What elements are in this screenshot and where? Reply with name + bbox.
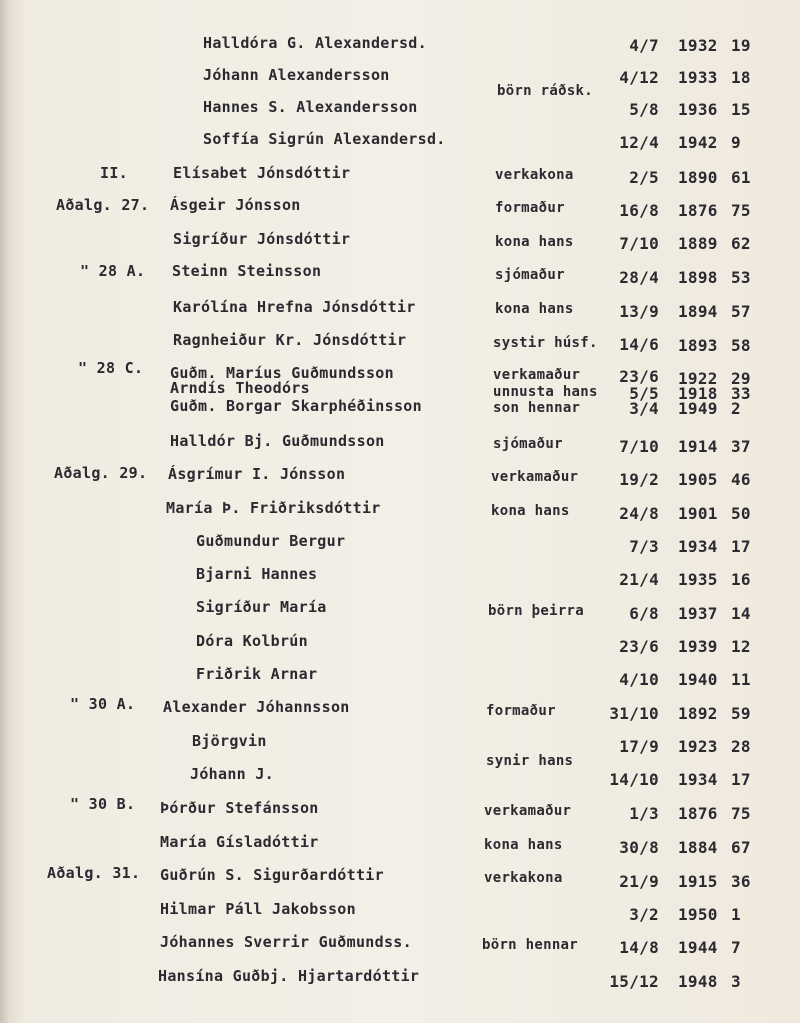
occupation: kona hans xyxy=(484,837,563,853)
age: 62 xyxy=(731,234,751,253)
age: 53 xyxy=(731,268,751,287)
resident-name: Guðm. Borgar Skarphéðinsson xyxy=(170,397,422,415)
birth-year: 1939 xyxy=(678,637,718,656)
occupation: formaður xyxy=(495,200,565,216)
age: 18 xyxy=(731,68,751,87)
birth-year: 1890 xyxy=(678,168,718,187)
birth-date: 13/9 xyxy=(619,302,659,321)
birth-date: 2/5 xyxy=(629,168,659,187)
birth-year: 1950 xyxy=(678,905,718,924)
birth-year: 1934 xyxy=(678,770,718,789)
resident-name: Dóra Kolbrún xyxy=(196,632,308,650)
birth-date: 14/10 xyxy=(609,770,659,789)
age: 1 xyxy=(731,905,741,924)
occupation: verkakona xyxy=(484,870,563,886)
address: " 30 B. xyxy=(70,795,136,813)
birth-date: 7/3 xyxy=(629,537,659,556)
age: 59 xyxy=(731,704,751,723)
group-label: synir hans xyxy=(486,753,574,769)
age: 75 xyxy=(731,201,751,220)
resident-name: Guðm. Maríus Guðmundsson xyxy=(170,364,394,382)
resident-name: Jóhann Alexandersson xyxy=(203,66,390,84)
age: 61 xyxy=(731,168,751,187)
birth-date: 21/4 xyxy=(619,570,659,589)
age: 58 xyxy=(731,336,751,355)
address: Aðalg. 29. xyxy=(54,464,148,482)
address: " 28 C. xyxy=(78,359,144,377)
birth-year: 1934 xyxy=(678,537,718,556)
address: II. xyxy=(100,164,128,182)
birth-date: 30/8 xyxy=(619,838,659,857)
birth-date: 17/9 xyxy=(619,737,659,756)
birth-date: 5/8 xyxy=(629,100,659,119)
birth-year: 1892 xyxy=(678,704,718,723)
age: 33 xyxy=(731,384,751,403)
birth-date: 21/9 xyxy=(619,872,659,891)
resident-name: Alexander Jóhannsson xyxy=(163,698,350,716)
birth-date: 4/12 xyxy=(619,68,659,87)
resident-name: Karólína Hrefna Jónsdóttir xyxy=(173,298,416,316)
age: 28 xyxy=(731,737,751,756)
age: 16 xyxy=(731,570,751,589)
occupation: verkamaður xyxy=(484,803,572,819)
birth-date: 4/7 xyxy=(629,36,659,55)
birth-year: 1889 xyxy=(678,234,718,253)
birth-date: 5/5 xyxy=(629,384,659,403)
birth-date: 14/8 xyxy=(619,938,659,957)
birth-date: 15/12 xyxy=(609,972,659,991)
birth-date: 23/6 xyxy=(619,367,659,386)
age: 12 xyxy=(731,637,751,656)
age: 7 xyxy=(731,938,741,957)
age: 36 xyxy=(731,872,751,891)
birth-year: 1901 xyxy=(678,504,718,523)
resident-name: Guðrún S. Sigurðardóttir xyxy=(160,866,384,884)
resident-name: Halldóra G. Alexandersd. xyxy=(203,34,427,52)
occupation: systir húsf. xyxy=(493,335,598,351)
birth-year: 1884 xyxy=(678,838,718,857)
resident-name: Friðrik Arnar xyxy=(196,665,318,683)
birth-year: 1935 xyxy=(678,570,718,589)
group-label: börn þeirra xyxy=(488,603,585,619)
resident-name: Hansína Guðbj. Hjartardóttir xyxy=(158,967,420,985)
resident-name: Bjarni Hannes xyxy=(196,565,318,583)
occupation: verkamaður xyxy=(493,367,581,383)
resident-name: Hannes S. Alexandersson xyxy=(203,98,418,116)
birth-date: 31/10 xyxy=(609,704,659,723)
birth-date: 12/4 xyxy=(619,133,659,152)
birth-year: 1923 xyxy=(678,737,718,756)
birth-date: 24/8 xyxy=(619,504,659,523)
birth-year: 1948 xyxy=(678,972,718,991)
age: 50 xyxy=(731,504,751,523)
age: 17 xyxy=(731,770,751,789)
address: Aðalg. 27. xyxy=(56,196,150,214)
birth-year: 1894 xyxy=(678,302,718,321)
resident-name: Þórður Stefánsson xyxy=(160,799,319,817)
occupation: kona hans xyxy=(491,503,570,519)
resident-name: Steinn Steinsson xyxy=(172,262,322,280)
birth-date: 7/10 xyxy=(619,437,659,456)
birth-year: 1922 xyxy=(678,369,718,388)
address: " 28 A. xyxy=(80,262,146,280)
resident-name: Halldór Bj. Guðmundsson xyxy=(170,432,385,450)
birth-year: 1949 xyxy=(678,399,718,418)
age: 9 xyxy=(731,133,741,152)
occupation: formaður xyxy=(486,703,556,719)
occupation: sjómaður xyxy=(495,267,565,283)
birth-year: 1918 xyxy=(678,384,718,403)
birth-year: 1914 xyxy=(678,437,718,456)
birth-year: 1898 xyxy=(678,268,718,287)
birth-year: 1876 xyxy=(678,804,718,823)
birth-date: 14/6 xyxy=(619,335,659,354)
birth-date: 4/10 xyxy=(619,670,659,689)
resident-name: María Þ. Friðriksdóttir xyxy=(166,499,381,517)
birth-date: 16/8 xyxy=(619,201,659,220)
group-label: börn hennar xyxy=(482,937,579,953)
birth-date: 7/10 xyxy=(619,234,659,253)
birth-date: 23/6 xyxy=(619,637,659,656)
resident-name: Ragnheiður Kr. Jónsdóttir xyxy=(173,331,407,349)
birth-date: 3/4 xyxy=(629,399,659,418)
occupation: sjómaður xyxy=(493,436,563,452)
address: Aðalg. 31. xyxy=(47,864,141,882)
age: 2 xyxy=(731,399,741,418)
birth-year: 1933 xyxy=(678,68,718,87)
resident-name: Hilmar Páll Jakobsson xyxy=(160,900,356,918)
resident-name: Elísabet Jónsdóttir xyxy=(173,164,351,182)
age: 37 xyxy=(731,437,751,456)
birth-year: 1932 xyxy=(678,36,718,55)
birth-year: 1905 xyxy=(678,470,718,489)
age: 57 xyxy=(731,302,751,321)
occupation: kona hans xyxy=(495,301,574,317)
age: 14 xyxy=(731,604,751,623)
occupation: unnusta hans xyxy=(493,384,598,400)
age: 67 xyxy=(731,838,751,857)
age: 11 xyxy=(731,670,751,689)
birth-year: 1937 xyxy=(678,604,718,623)
birth-date: 6/8 xyxy=(629,604,659,623)
resident-name: Ásgeir Jónsson xyxy=(170,196,301,214)
occupation: verkamaður xyxy=(491,469,579,485)
birth-year: 1944 xyxy=(678,938,718,957)
group-label: börn ráðsk. xyxy=(497,83,594,99)
age: 17 xyxy=(731,537,751,556)
birth-year: 1936 xyxy=(678,100,718,119)
resident-name: María Gísladóttir xyxy=(160,833,319,851)
age: 15 xyxy=(731,100,751,119)
occupation: verkakona xyxy=(495,167,574,183)
age: 19 xyxy=(731,36,751,55)
age: 75 xyxy=(731,804,751,823)
birth-year: 1893 xyxy=(678,336,718,355)
resident-name: Guðmundur Bergur xyxy=(196,532,346,550)
resident-name: Sigríður Jónsdóttir xyxy=(173,230,351,248)
age: 3 xyxy=(731,972,741,991)
birth-date: 19/2 xyxy=(619,470,659,489)
resident-name: Jóhann J. xyxy=(190,765,274,783)
occupation: kona hans xyxy=(495,234,574,250)
birth-year: 1942 xyxy=(678,133,718,152)
birth-date: 1/3 xyxy=(629,804,659,823)
birth-year: 1876 xyxy=(678,201,718,220)
resident-name: Jóhannes Sverrir Guðmundss. xyxy=(160,933,412,951)
birth-date: 28/4 xyxy=(619,268,659,287)
birth-year: 1940 xyxy=(678,670,718,689)
birth-date: 3/2 xyxy=(629,905,659,924)
resident-name: Ásgrímur I. Jónsson xyxy=(168,465,346,483)
resident-name: Björgvin xyxy=(192,732,267,750)
resident-name: Soffía Sigrún Alexandersd. xyxy=(203,130,446,148)
age: 29 xyxy=(731,369,751,388)
resident-name: Arndís Theodórs xyxy=(170,379,310,397)
address: " 30 A. xyxy=(70,695,136,713)
resident-name: Sigríður María xyxy=(196,598,327,616)
occupation: son hennar xyxy=(493,400,581,416)
birth-year: 1915 xyxy=(678,872,718,891)
age: 46 xyxy=(731,470,751,489)
